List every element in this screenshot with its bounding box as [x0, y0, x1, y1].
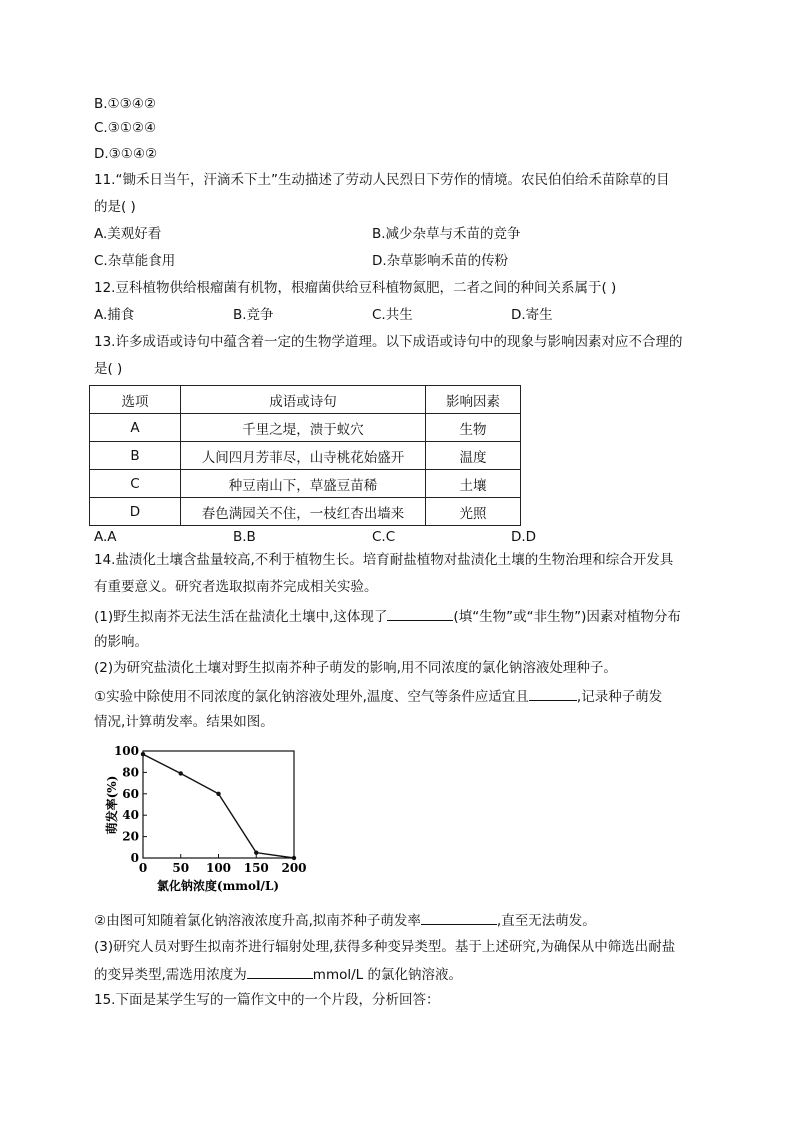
x-tick-label: 200: [281, 861, 307, 875]
data-point: [179, 771, 183, 775]
q12-stem: 12.豆科植物供给根瘤菌有机物，根瘤菌供给豆科植物氮肥，二者之间的种间关系属于( ): [94, 280, 617, 296]
data-point: [141, 752, 145, 756]
q15-stem: 15.下面是某学生写的一篇作文中的一个片段，分析回答：: [94, 992, 440, 1008]
q13-option-c: C.C: [372, 529, 396, 545]
data-point: [292, 856, 296, 860]
y-tick-label: 0: [130, 851, 139, 865]
q12-option-b: B.竞争: [233, 307, 274, 323]
table-cell: 人间四月芳菲尽，山寺桃花始盛开: [181, 442, 426, 470]
q13-stem-line1: 13.许多成语或诗句中蕴含着一定的生物学道理。以下成语或诗句中的现象与影响因素对应不合理的: [94, 334, 683, 350]
q13-stem-line2: 是( ): [94, 361, 123, 377]
germination-chart: [100, 738, 320, 898]
answer-blank[interactable]: [421, 910, 497, 925]
table-header-cell: 选项: [90, 386, 181, 414]
table-cell: A: [90, 414, 181, 442]
option-c: C.③①②④: [94, 120, 157, 136]
y-tick-label: 20: [122, 829, 139, 844]
q11-option-a: A.美观好看: [94, 226, 162, 242]
answer-blank[interactable]: [247, 964, 313, 979]
q14-part2-1-text-b: ,记录种子萌发: [576, 689, 663, 705]
chart-ylabel: 萌发率(%): [105, 775, 119, 835]
q14-part1: [94, 606, 681, 627]
table-header-row: [90, 386, 521, 414]
table-header-cell: 成语或诗句: [181, 386, 426, 414]
q14-stem-line1: 14.盐渍化土壤含盐量较高,不利于植物生长。培育耐盐植物对盐渍化土壤的生物治理和综合开发具: [94, 552, 674, 568]
series-line: [143, 754, 294, 858]
q14-part2-2-text-a: ②由图可知随着氯化钠溶液浓度升高,拟南芥种子萌发率: [94, 913, 421, 929]
q11-option-d: D.杂草影响禾苗的传粉: [372, 253, 509, 269]
answer-blank[interactable]: [529, 686, 577, 701]
option-d: D.③①④②: [94, 146, 158, 162]
q11-option-b: B.减少杂草与禾苗的竞争: [372, 226, 521, 242]
q14-part2-1: [94, 686, 662, 707]
q13-option-a: A.A: [94, 529, 117, 545]
x-tick-label: 150: [243, 861, 269, 875]
q14-part3-cont: [94, 964, 462, 985]
x-tick-label: 100: [205, 861, 232, 875]
table-cell: D: [90, 498, 181, 526]
q14-part3-text-b: 的变异类型,需选用浓度为: [94, 967, 247, 983]
data-point: [216, 792, 220, 796]
q11-stem-line1: 11.“锄禾日当午，汗滴禾下土”生动描述了劳动人民烈日下劳作的情境。农民伯伯给禾苗除草的目: [94, 172, 670, 188]
plot-frame: [143, 751, 294, 858]
table-cell: 春色满园关不住，一枝红杏出墙来: [181, 498, 426, 526]
x-tick-label: 0: [138, 861, 148, 875]
table-cell: 种豆南山下，草盛豆苗稀: [181, 470, 426, 498]
q14-part1-text-a: (1)野生拟南芥无法生活在盐渍化土壤中,这体现了: [94, 609, 388, 625]
chart-xlabel: 氯化钠浓度(mmol/L): [156, 879, 280, 893]
q12-option-a: A.捕食: [94, 307, 135, 323]
table-row: [90, 498, 521, 526]
x-tick-label: 50: [172, 861, 190, 875]
q14-stem-line2: 有重要意义。研究者选取拟南芥完成相关实验。: [94, 579, 378, 595]
y-tick-label: 60: [122, 786, 139, 801]
table-row: [90, 414, 521, 442]
y-tick-label: 100: [113, 744, 139, 758]
q12-option-d: D.寄生: [511, 307, 553, 323]
q14-part3: (3)研究人员对野生拟南芥进行辐射处理,获得多种变异类型。基于上述研究,为确保从中筛选出耐盐: [94, 939, 676, 955]
q14-part3-text-c: mmol/L 的氯化钠溶液。: [312, 967, 462, 983]
table-header-cell: 影响因素: [426, 386, 521, 414]
q11-stem-line2: 的是( ): [94, 199, 136, 215]
table-cell: 光照: [426, 498, 521, 526]
answer-blank[interactable]: [387, 606, 453, 621]
q13-option-b: B.B: [233, 529, 256, 545]
table-row: [90, 442, 521, 470]
table-cell: C: [90, 470, 181, 498]
q12-option-c: C.共生: [372, 307, 413, 323]
q14-part2-1-text-a: ①实验中除使用不同浓度的氯化钠溶液处理外,温度、空气等条件应适宜且: [94, 689, 529, 705]
table-cell: 温度: [426, 442, 521, 470]
table-row: [90, 470, 521, 498]
q14-part2-1-cont: 情况,计算萌发率。结果如图。: [94, 714, 274, 730]
q14-part2-2: [94, 910, 596, 931]
q14-part2-2-text-b: ,直至无法萌发。: [496, 913, 596, 929]
q13-option-d: D.D: [511, 529, 537, 545]
q14-part1-cont: 的影响。: [94, 634, 148, 650]
q14-part2: (2)为研究盐渍化土壤对野生拟南芥种子萌发的影响,用不同浓度的氯化钠溶液处理种子。: [94, 660, 617, 676]
q13-table: [89, 385, 521, 526]
table-cell: B: [90, 442, 181, 470]
q14-part1-text-b: (填“生物”或“非生物”)因素对植物分布: [453, 609, 681, 625]
data-point: [254, 850, 258, 854]
y-tick-label: 80: [122, 765, 139, 780]
table-cell: 生物: [426, 414, 521, 442]
table-cell: 千里之堤，溃于蚁穴: [181, 414, 426, 442]
y-tick-label: 40: [122, 808, 139, 823]
table-cell: 土壤: [426, 470, 521, 498]
q11-option-c: C.杂草能食用: [94, 253, 176, 269]
option-b: B.①③④②: [94, 96, 156, 112]
